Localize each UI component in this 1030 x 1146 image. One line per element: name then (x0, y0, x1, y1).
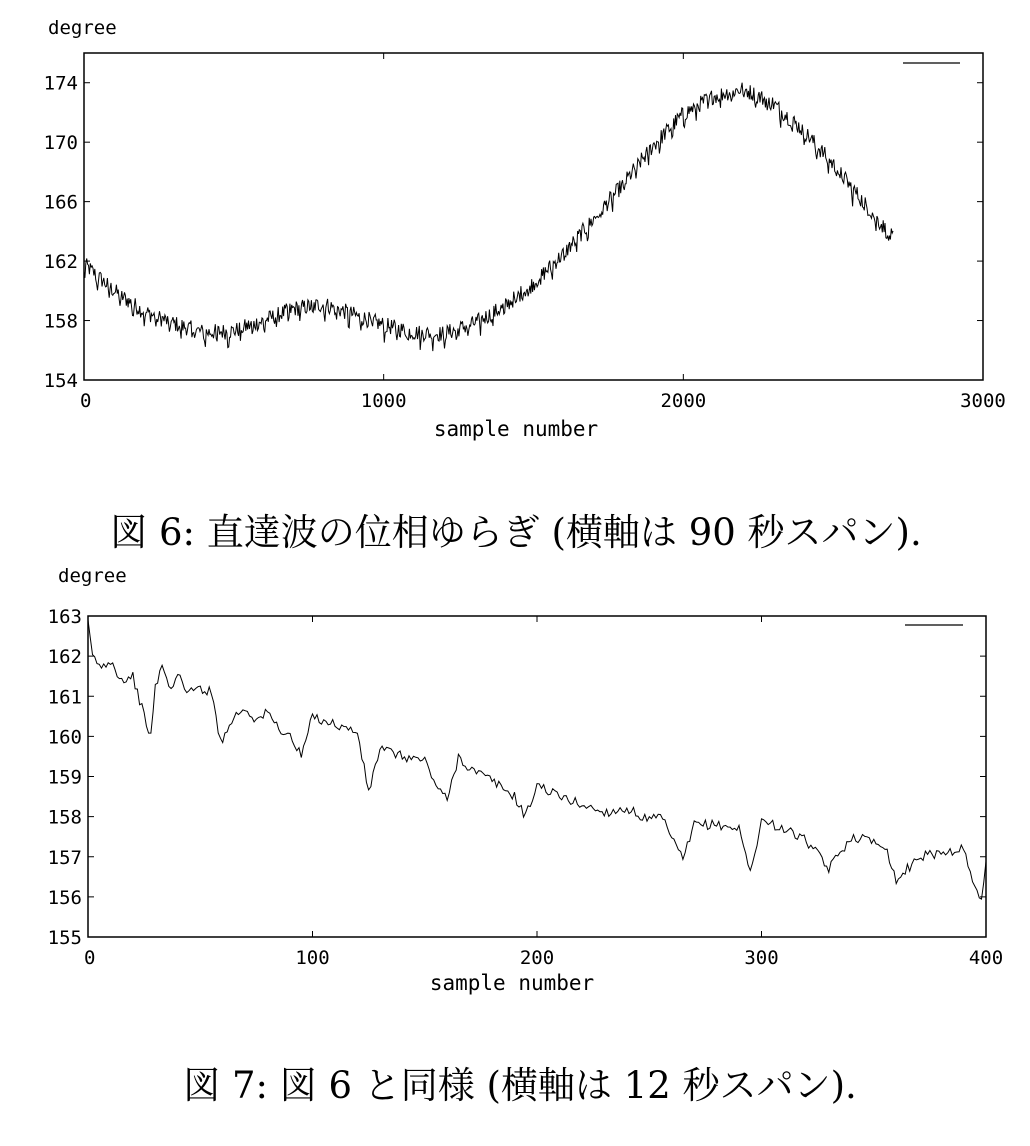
chart-1-plot-frame (88, 616, 986, 937)
chart-1-x-axis-label: sample number (429, 971, 595, 995)
chart-0-x-axis-label: sample number (433, 417, 599, 441)
chart-1-x-tick-label: 100 (295, 947, 330, 969)
chart-1-x-tick-label: 0 (84, 947, 96, 969)
chart-0-x-tick-label: 3000 (960, 390, 1006, 412)
chart-phase-fluctuation-90s (44, 17, 1006, 441)
chart-phase-fluctuation-12s (48, 565, 1003, 995)
chart-1-y-tick-label: 158 (47, 806, 82, 829)
chart-1-y-tick-label: 163 (47, 606, 82, 628)
figure-7-caption: 図 7: 図 6 と同様 (横軸は 12 秒スパン). (183, 1064, 857, 1107)
chart-0-series-line (84, 83, 893, 351)
chart-1-y-tick-label: 155 (47, 927, 82, 949)
chart-0-y-axis (44, 73, 983, 392)
chart-0-x-tick-label: 2000 (660, 390, 707, 412)
chart-1-x-tick-label: 400 (968, 947, 1004, 969)
chart-1-unit-label: degree (58, 565, 127, 587)
chart-0-x-tick-label: 1000 (360, 390, 407, 412)
chart-1-series-line (88, 620, 986, 899)
chart-0-y-tick-label: 154 (43, 370, 78, 392)
chart-1-y-tick-label: 162 (47, 646, 82, 669)
chart-0-unit-label: degree (48, 17, 117, 39)
chart-0-y-tick-label: 162 (43, 251, 78, 274)
chart-0-x-tick-label: 0 (80, 390, 92, 412)
chart-1-x-tick-label: 300 (744, 947, 779, 969)
chart-1-x-axis (84, 616, 1003, 969)
chart-1-x-tick-label: 200 (519, 947, 555, 969)
chart-1-y-tick-label: 159 (47, 766, 82, 789)
chart-1-y-tick-label: 160 (47, 726, 82, 749)
chart-0-y-tick-label: 166 (43, 191, 78, 214)
chart-0-y-tick-label: 174 (43, 72, 78, 95)
chart-1-y-tick-label: 161 (47, 686, 82, 709)
chart-1-y-tick-label: 157 (47, 846, 82, 869)
chart-0-x-axis (80, 53, 1006, 412)
chart-1-y-tick-label: 156 (47, 886, 82, 909)
chart-1-y-axis (48, 606, 986, 949)
chart-0-y-tick-label: 170 (43, 132, 78, 155)
chart-0-y-tick-label: 158 (43, 310, 78, 333)
figure-6-caption: 図 6: 直達波の位相ゆらぎ (横軸は 90 秒スパン). (110, 511, 922, 554)
